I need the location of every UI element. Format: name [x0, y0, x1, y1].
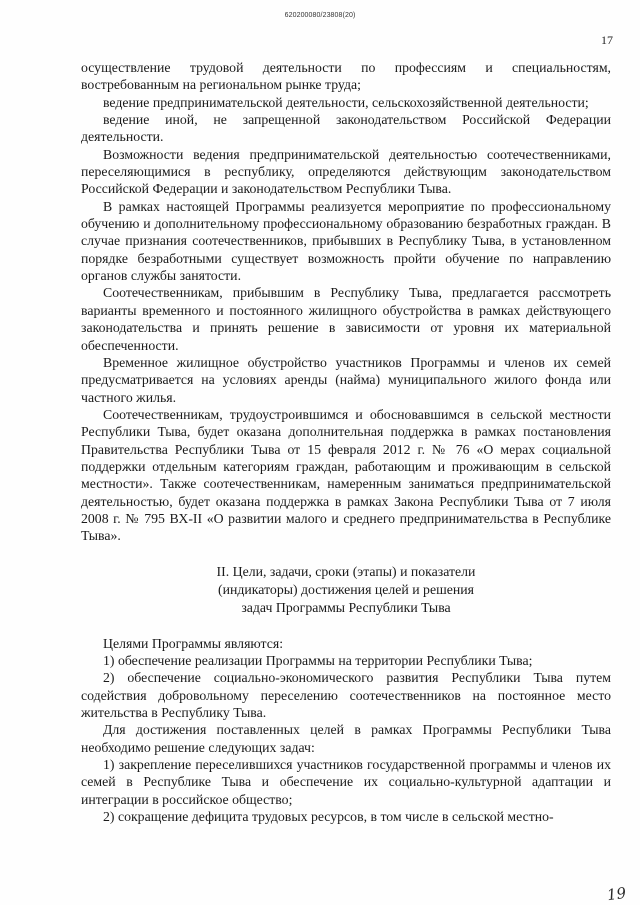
handwritten-page-number: 19	[605, 883, 628, 905]
paragraph: Соотечественникам, прибывшим в Республику Тыва, предлагается рассмотреть варианты временного и постоянного жилищного обустройства в рамках действующего законодательства и принять решение в зависимости от уровня их материальной обеспеченности.	[81, 285, 611, 353]
body-text	[81, 59, 611, 825]
paragraph: 2) обеспечение социально-экономического развития Республики Тыва путем содействия добровольному переселению соотечественников на постоянное место жительства в Республику Тыва.	[81, 670, 611, 720]
document-code: 620200080/23808(20)	[284, 12, 356, 19]
paragraph: ведение предпринимательской деятельности, сельскохозяйственной деятельности;	[103, 94, 589, 110]
page-number: 17	[601, 33, 613, 47]
section-heading-line-1: II. Цели, задачи, сроки (этапы) и показатели	[216, 563, 476, 579]
paragraph: Соотечественникам, трудоустроившимся и обосновавшимся в сельской местности Республики Тыва, будет оказана дополнительная поддержка в рамках постановления Правительства Республики Тыва от 15 февраля 2012 г. № 76 «О мерах социальной поддержки отдельным категориям граждан, работающим и проживающим в сельской местности». Также соотечественникам, намеренным заниматься предпринимательской деятельностью, будет оказана поддержка в рамках Закона Республики Тыва от 7 июля 2008 г. № 795 ВХ-II «О развитии малого и среднего предпринимательства в Республике Тыва».	[81, 406, 611, 544]
section-heading	[81, 563, 611, 617]
paragraph: Возможности ведения предпринимательской деятельностью соотечественниками, переселяющимися в республику, определяются действующим законодательством Российской Федерации и законодательством Республики Тыва.	[81, 146, 611, 197]
paragraphs-after-heading	[81, 635, 611, 826]
section-heading-line-2: (индикаторы) достижения целей и решения	[218, 581, 474, 597]
section-heading-line-3: задач Программы Республики Тыва	[241, 599, 451, 615]
paragraph: ведение иной, не запрещенной законодательством Российской Федерации деятельности.	[81, 112, 611, 145]
paragraph: Целями Программы являются:	[103, 635, 284, 651]
paragraph: В рамках настоящей Программы реализуется мероприятие по профессиональному обучению и дополнительному профессиональному образованию безработных граждан. В случае признания соотечественников, прибывших в Республику Тыва, в установленном порядке безработными существует возможность пройти обучение по направлению органов службы занятости.	[81, 198, 611, 284]
paragraph: 1) обеспечение реализации Программы на территории Республики Тыва;	[103, 652, 533, 668]
paragraph: Для достижения поставленных целей в рамках Программы Республики Тыва необходимо решение следующих задач:	[81, 722, 611, 755]
paragraph: 2) сокращение дефицита трудовых ресурсов, в том числе в сельской местно-	[103, 809, 554, 825]
paragraph: 1) закрепление переселившихся участников государственной программы и членов их семей в Республике Тыва и обеспечение их социально-культурной адаптации и интеграции в российское общество;	[81, 757, 611, 807]
paragraph: осуществление трудовой деятельности по профессиям и специальностям, востребованным на региональном рынке труда;	[81, 60, 611, 93]
paragraphs-before-heading	[81, 59, 611, 545]
paragraph: Временное жилищное обустройство участников Программы и членов их семей предусматривается на условиях аренды (найма) муниципального жилого фонда или частного жилья.	[81, 354, 611, 405]
